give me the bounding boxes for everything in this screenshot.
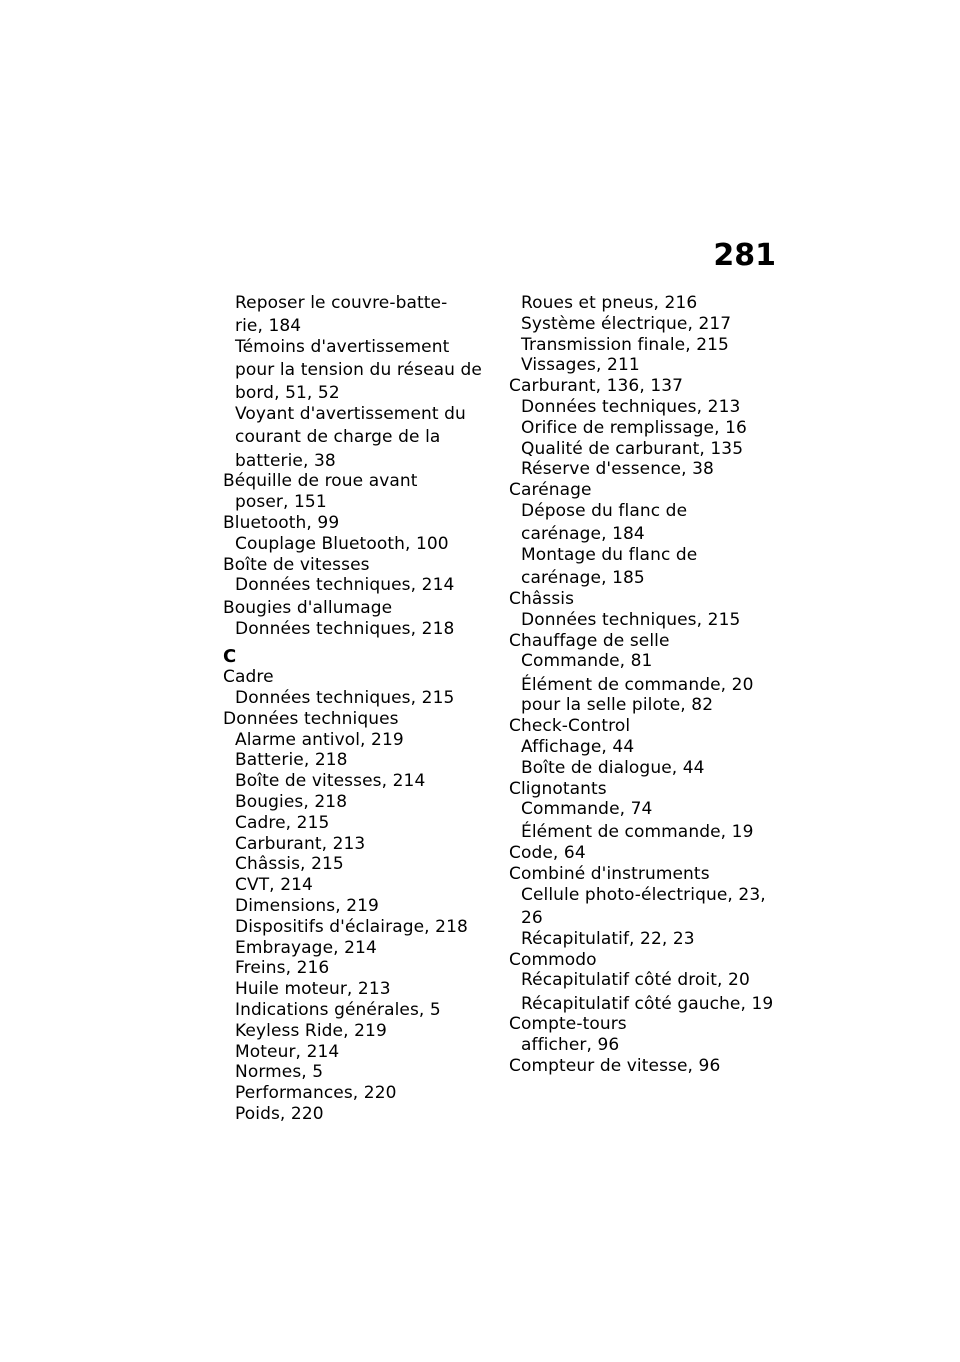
index-subentry: pour la selle pilote, 82 xyxy=(521,695,714,716)
index-subentry: Boîte de vitesses, 214 xyxy=(235,771,426,792)
index-subentry-continued: carénage, 185 xyxy=(521,568,645,589)
index-subentry: Dispositifs d'éclairage, 218 xyxy=(235,916,468,937)
index-letter-heading: C xyxy=(223,646,237,668)
index-subentry: Élément de commande, 20 xyxy=(521,674,754,695)
index-subentry: Système électrique, 217 xyxy=(521,313,732,334)
index-subentry: Réserve d'essence, 38 xyxy=(521,459,714,480)
index-subentry: Récapitulatif côté gauche, 19 xyxy=(521,993,774,1014)
index-entry: Carénage xyxy=(509,480,592,501)
index-subentry-continued: carénage, 184 xyxy=(521,524,645,545)
index-subentry: Affichage, 44 xyxy=(521,736,635,757)
index-subentry-continued: pour la tension du réseau de xyxy=(235,360,482,381)
index-entry: Check-Control xyxy=(509,716,631,737)
index-entry: Données techniques xyxy=(223,708,399,729)
index-subentry: Voyant d'avertissement du xyxy=(235,404,466,425)
index-subentry: Orifice de remplissage, 16 xyxy=(521,417,747,438)
index-subentry: Montage du flanc de xyxy=(521,544,698,565)
index-entry: Châssis xyxy=(509,588,575,609)
index-subentry: Commande, 74 xyxy=(521,799,653,820)
index-subentry: poser, 151 xyxy=(235,492,327,513)
index-subentry: Carburant, 213 xyxy=(235,833,366,854)
index-entry: Bougies d'allumage xyxy=(223,597,393,618)
index-subentry-continued: batterie, 38 xyxy=(235,450,336,471)
index-subentry: Données techniques, 215 xyxy=(521,609,741,630)
index-subentry: Dimensions, 219 xyxy=(235,896,379,917)
index-subentry: Cadre, 215 xyxy=(235,812,330,833)
index-subentry: Dépose du flanc de xyxy=(521,500,688,521)
index-entry: Chauffage de selle xyxy=(509,630,670,651)
index-subentry: Données techniques, 214 xyxy=(235,575,455,596)
index-subentry: Embrayage, 214 xyxy=(235,937,377,958)
index-subentry: Roues et pneus, 216 xyxy=(521,293,698,313)
index-subentry: Récapitulatif côté droit, 20 xyxy=(521,970,750,991)
index-subentry-continued: 26 xyxy=(521,908,543,929)
index-subentry: Normes, 5 xyxy=(235,1062,324,1083)
index-entry: Compteur de vitesse, 96 xyxy=(509,1056,721,1077)
index-subentry-continued: bord, 51, 52 xyxy=(235,383,340,404)
index-subentry: Bougies, 218 xyxy=(235,792,348,813)
index-subentry: Cellule photo-électrique, 23, xyxy=(521,884,766,905)
index-subentry: Données techniques, 218 xyxy=(235,618,455,639)
index-subentry: CVT, 214 xyxy=(235,875,313,896)
index-entry: Carburant, 136, 137 xyxy=(509,376,684,397)
index-subentry: Vissages, 211 xyxy=(521,355,640,376)
index-subentry: Keyless Ride, 219 xyxy=(235,1020,387,1041)
index-subentry: Alarme antivol, 219 xyxy=(235,729,404,750)
index-subentry: Données techniques, 213 xyxy=(521,396,741,417)
index-column-left xyxy=(223,293,485,1125)
index-subentry: Données techniques, 215 xyxy=(235,688,455,709)
index-entry: Boîte de vitesses xyxy=(223,554,370,575)
index-subentry: Huile moteur, 213 xyxy=(235,979,391,1000)
index-subentry: Batterie, 218 xyxy=(235,750,348,771)
index-subentry: Reposer le couvre-batte- xyxy=(235,293,448,313)
index-entry: Cadre xyxy=(223,667,274,688)
index-entry: Clignotants xyxy=(509,778,607,799)
index-entry: Bluetooth, 99 xyxy=(223,512,340,533)
index-subentry: Poids, 220 xyxy=(235,1104,324,1125)
index-subentry-continued: rie, 184 xyxy=(235,316,302,337)
index-column-right xyxy=(509,293,779,1077)
index-subentry: Couplage Bluetooth, 100 xyxy=(235,533,449,554)
index-subentry: Récapitulatif, 22, 23 xyxy=(521,928,695,949)
page-number: 281 xyxy=(713,238,776,273)
index-subentry: Qualité de carburant, 135 xyxy=(521,438,744,459)
index-subentry: Moteur, 214 xyxy=(235,1041,340,1062)
index-subentry: Boîte de dialogue, 44 xyxy=(521,757,705,778)
index-entry: Béquille de roue avant xyxy=(223,471,418,492)
index-subentry: Élément de commande, 19 xyxy=(521,822,754,843)
index-subentry: Châssis, 215 xyxy=(235,854,344,875)
index-subentry: Témoins d'avertissement xyxy=(235,336,450,357)
index-entry: Commodo xyxy=(509,949,597,970)
index-subentry: Commande, 81 xyxy=(521,651,653,672)
index-entry: Code, 64 xyxy=(509,843,586,864)
index-subentry-continued: courant de charge de la xyxy=(235,427,441,448)
index-subentry: Freins, 216 xyxy=(235,958,330,979)
index-subentry: afficher, 96 xyxy=(521,1035,620,1056)
index-entry: Combiné d'instruments xyxy=(509,864,710,885)
index-subentry: Performances, 220 xyxy=(235,1083,397,1104)
index-entry: Compte-tours xyxy=(509,1014,627,1035)
index-subentry: Indications générales, 5 xyxy=(235,1000,441,1021)
index-subentry: Transmission finale, 215 xyxy=(521,334,729,355)
